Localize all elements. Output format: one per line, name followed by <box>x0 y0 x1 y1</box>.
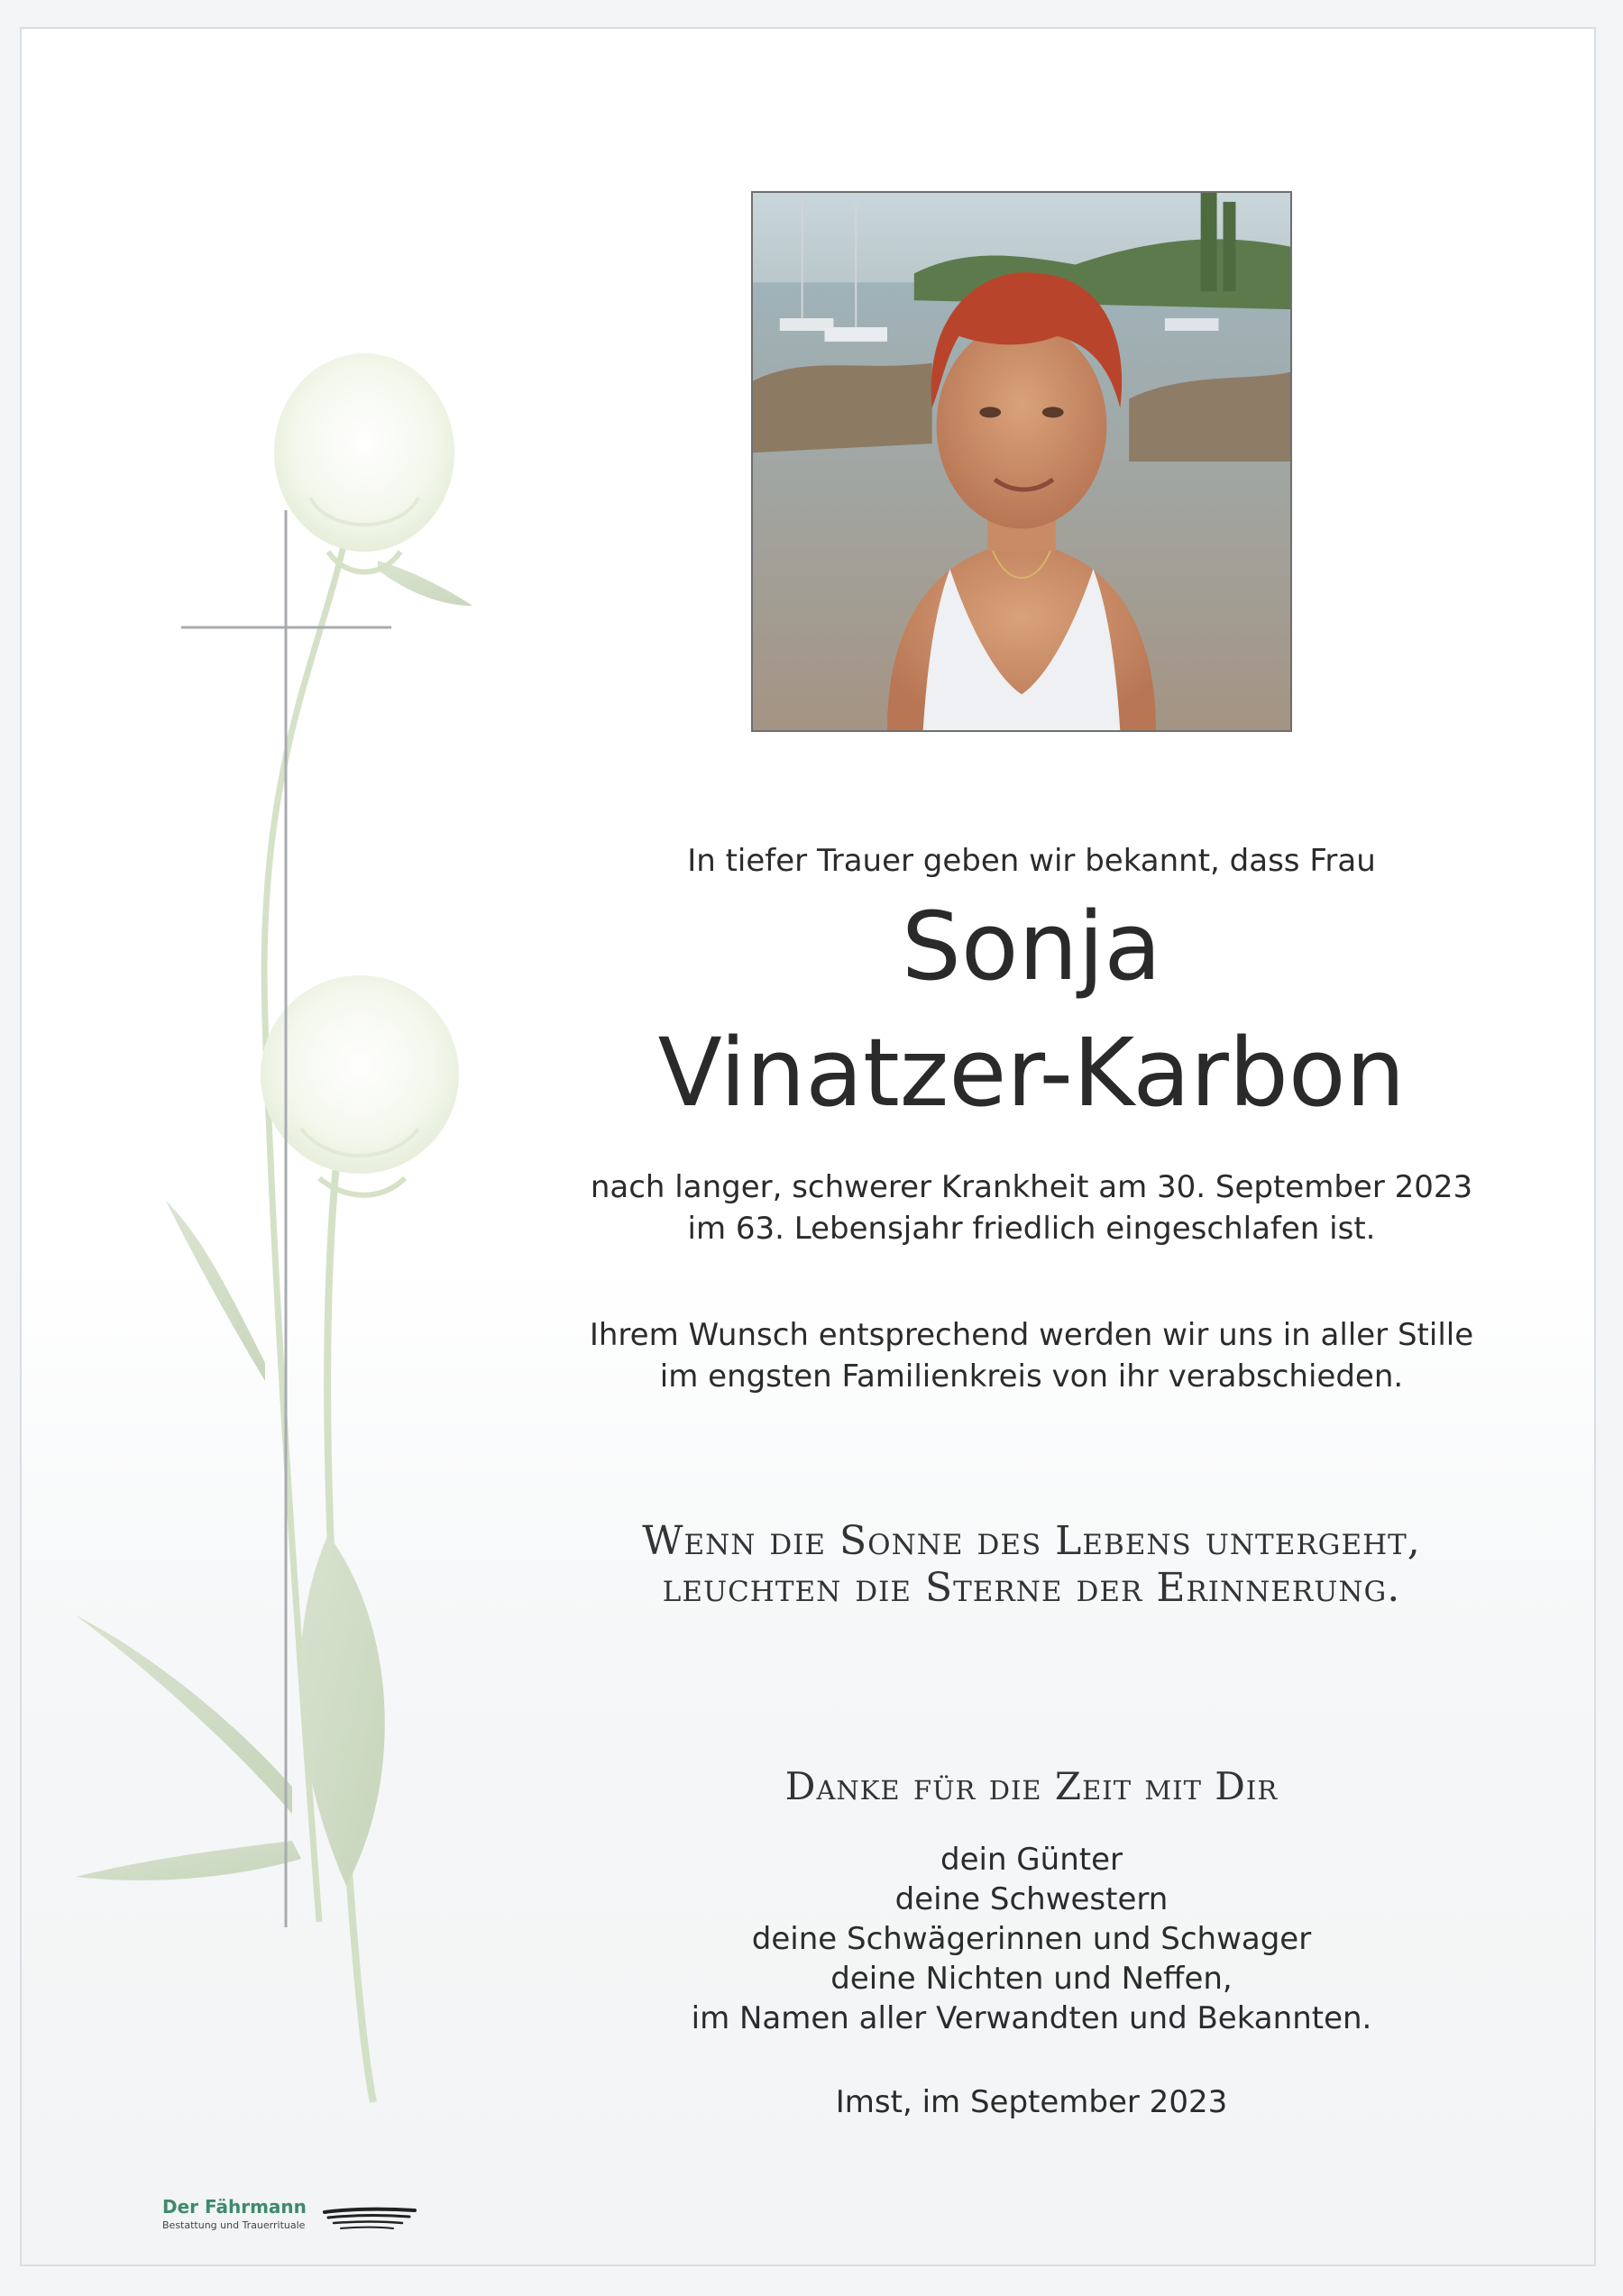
funeral-home-tagline: Bestattung und Trauerrituale <box>162 2219 306 2231</box>
death-notice-line-1: nach langer, schwerer Krankheit am 30. September 2023 <box>590 1169 1473 1205</box>
memorial-quote <box>527 1518 1536 1612</box>
roses-and-cross-decoration <box>22 29 563 2266</box>
mourner-line: im Namen aller Verwandten und Bekannten. <box>691 2000 1372 2036</box>
portrait-photo <box>753 193 1290 730</box>
deceased-last-name: Vinatzer-Karbon <box>657 1018 1406 1128</box>
death-notice-line-2: im 63. Lebensjahr friedlich eingeschlafen ist. <box>687 1211 1376 1247</box>
leaf-4 <box>166 1201 265 1381</box>
mourner-line: deine Nichten und Neffen, <box>830 1961 1233 1997</box>
farewell-line-1: Ihrem Wunsch entsprechend werden wir uns in aller Stille <box>589 1317 1474 1353</box>
deceased-first-name: Sonja <box>901 892 1162 1002</box>
quote-line-1: Wenn die Sonne des Lebens untergeht, <box>642 1518 1421 1564</box>
intro-text: In tiefer Trauer geben wir bekannt, dass Frau <box>687 843 1376 879</box>
leaf-5 <box>378 561 472 606</box>
quote-line-2: leuchten die Sterne der Erinnerung. <box>662 1565 1401 1611</box>
funeral-home-name: Der Fährmann <box>162 2196 307 2218</box>
death-notice <box>527 1166 1536 1249</box>
mourner-line: deine Schwägerinnen und Schwager <box>751 1921 1312 1957</box>
farewell-notice <box>527 1314 1536 1397</box>
mourner-line: deine Schwestern <box>894 1881 1169 1917</box>
rose-upper <box>274 353 454 552</box>
place-and-date: Imst, im September 2023 <box>835 2084 1228 2120</box>
funeral-home-logo <box>162 2196 307 2231</box>
boat-icon <box>323 2203 417 2234</box>
thanks-heading: Danke für die Zeit mit Dir <box>784 1764 1279 1808</box>
mourners-list <box>527 1839 1536 2037</box>
farewell-line-2: im engsten Familienkreis von ihr verabschieden. <box>659 1358 1404 1395</box>
leaf-3 <box>76 1841 301 1880</box>
rose-lower <box>261 975 459 1174</box>
portrait-photo-frame <box>751 191 1292 732</box>
leaf-2 <box>76 1615 292 1814</box>
obituary-card <box>20 27 1596 2266</box>
mourner-line: dein Günter <box>940 1842 1123 1878</box>
